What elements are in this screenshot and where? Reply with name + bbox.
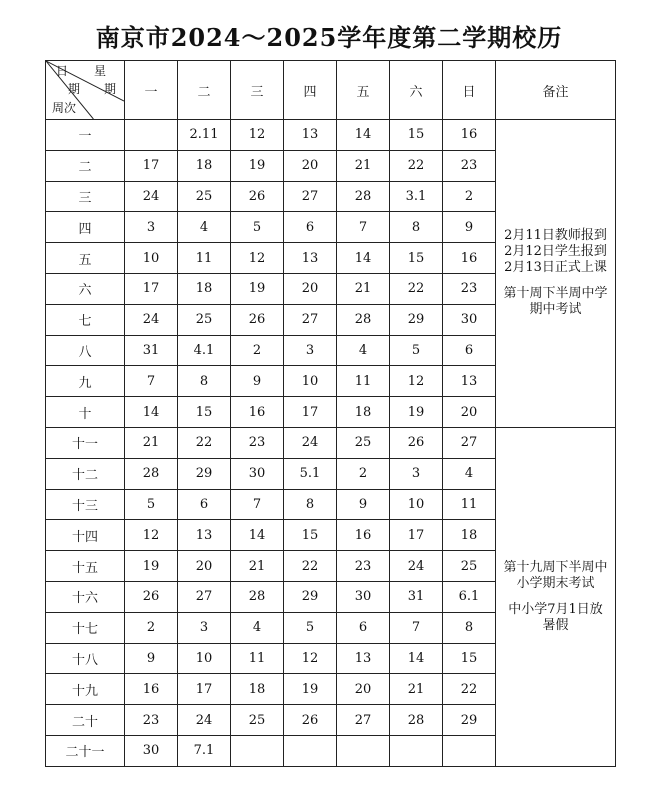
date-cell: 17 <box>125 273 178 304</box>
corner-label-week: 周次 <box>52 101 77 115</box>
date-cell: 30 <box>337 581 390 612</box>
date-cell: 28 <box>390 705 443 736</box>
date-cell: 29 <box>284 581 337 612</box>
date-cell: 29 <box>178 458 231 489</box>
date-cell: 28 <box>337 181 390 212</box>
date-cell: 14 <box>231 520 284 551</box>
date-cell: 12 <box>390 366 443 397</box>
date-cell: 2 <box>125 612 178 643</box>
week-number-cell: 十五 <box>46 551 125 582</box>
date-cell: 24 <box>390 551 443 582</box>
date-cell: 27 <box>337 705 390 736</box>
date-cell: 9 <box>443 212 496 243</box>
date-cell: 7 <box>337 212 390 243</box>
notes-header: 备注 <box>496 61 616 120</box>
date-cell: 21 <box>337 273 390 304</box>
date-cell <box>284 735 337 766</box>
date-cell: 3.1 <box>390 181 443 212</box>
week-number-cell: 十三 <box>46 489 125 520</box>
date-cell: 28 <box>231 581 284 612</box>
date-cell: 5 <box>390 335 443 366</box>
date-cell: 4 <box>231 612 284 643</box>
date-cell: 24 <box>125 304 178 335</box>
date-cell: 13 <box>284 120 337 151</box>
date-cell <box>231 735 284 766</box>
note-line: 期中考试 <box>529 302 582 318</box>
date-cell: 23 <box>125 705 178 736</box>
date-cell: 7 <box>231 489 284 520</box>
date-cell: 14 <box>337 120 390 151</box>
note-spacer <box>496 592 615 602</box>
date-cell: 17 <box>284 397 337 428</box>
day-header-wed: 三 <box>231 61 284 120</box>
date-cell: 9 <box>231 366 284 397</box>
date-cell: 24 <box>284 427 337 458</box>
date-cell: 21 <box>337 150 390 181</box>
date-cell: 21 <box>390 674 443 705</box>
date-cell: 27 <box>443 427 496 458</box>
note-line: 第十周下半周中学 <box>503 286 608 302</box>
date-cell: 23 <box>443 273 496 304</box>
date-cell: 19 <box>231 150 284 181</box>
date-cell: 30 <box>231 458 284 489</box>
date-cell: 26 <box>231 181 284 212</box>
date-cell: 26 <box>125 581 178 612</box>
week-number-cell: 二十一 <box>46 735 125 766</box>
corner-label-star: 星 <box>94 64 107 78</box>
date-cell: 19 <box>231 273 284 304</box>
date-cell: 16 <box>231 397 284 428</box>
date-cell: 10 <box>178 643 231 674</box>
notes-cell-first-half <box>496 120 616 428</box>
date-cell: 31 <box>390 581 443 612</box>
date-cell: 23 <box>337 551 390 582</box>
date-cell: 9 <box>125 643 178 674</box>
week-number-cell: 一 <box>46 120 125 151</box>
date-cell: 5 <box>284 612 337 643</box>
date-cell: 13 <box>284 243 337 274</box>
date-cell: 12 <box>231 120 284 151</box>
date-cell: 5 <box>231 212 284 243</box>
date-cell: 16 <box>125 674 178 705</box>
date-cell <box>125 120 178 151</box>
date-cell <box>337 735 390 766</box>
date-cell: 4 <box>443 458 496 489</box>
date-cell: 3 <box>125 212 178 243</box>
date-cell <box>443 735 496 766</box>
date-cell: 6 <box>284 212 337 243</box>
note-line: 小学期末考试 <box>516 575 595 591</box>
date-cell: 18 <box>231 674 284 705</box>
week-number-cell: 六 <box>46 273 125 304</box>
date-cell: 17 <box>390 520 443 551</box>
date-cell: 19 <box>284 674 337 705</box>
date-cell: 18 <box>178 273 231 304</box>
week-number-cell: 十六 <box>46 581 125 612</box>
date-cell: 16 <box>443 243 496 274</box>
date-cell: 27 <box>178 581 231 612</box>
week-number-cell: 二十 <box>46 705 125 736</box>
date-cell: 9 <box>337 489 390 520</box>
date-cell: 8 <box>390 212 443 243</box>
day-header-tue: 二 <box>178 61 231 120</box>
week-number-cell: 十七 <box>46 612 125 643</box>
week-number-cell: 十二 <box>46 458 125 489</box>
date-cell: 11 <box>231 643 284 674</box>
corner-label-day: 日 <box>56 64 69 78</box>
date-cell: 7 <box>125 366 178 397</box>
date-cell: 29 <box>443 705 496 736</box>
date-cell: 13 <box>443 366 496 397</box>
date-cell: 2 <box>231 335 284 366</box>
date-cell: 6 <box>337 612 390 643</box>
week-number-cell: 四 <box>46 212 125 243</box>
week-number-cell: 十一 <box>46 427 125 458</box>
week-number-cell: 九 <box>46 366 125 397</box>
date-cell: 22 <box>443 674 496 705</box>
date-cell: 6 <box>443 335 496 366</box>
date-cell: 10 <box>390 489 443 520</box>
date-cell: 23 <box>443 150 496 181</box>
week-number-cell: 十四 <box>46 520 125 551</box>
date-cell: 25 <box>178 304 231 335</box>
date-cell <box>390 735 443 766</box>
week-number-cell: 二 <box>46 150 125 181</box>
date-cell: 13 <box>337 643 390 674</box>
date-cell: 11 <box>443 489 496 520</box>
date-cell: 12 <box>231 243 284 274</box>
date-cell: 6 <box>178 489 231 520</box>
date-cell: 20 <box>284 273 337 304</box>
date-cell: 14 <box>390 643 443 674</box>
school-calendar-table <box>45 60 616 767</box>
date-cell: 16 <box>443 120 496 151</box>
corner-header-cell <box>46 61 125 120</box>
note-line: 中小学7月1日放 <box>508 601 603 617</box>
day-header-sun: 日 <box>443 61 496 120</box>
day-header-sat: 六 <box>390 61 443 120</box>
date-cell: 23 <box>231 427 284 458</box>
date-cell: 19 <box>390 397 443 428</box>
date-cell: 21 <box>231 551 284 582</box>
date-cell: 15 <box>178 397 231 428</box>
date-cell: 3 <box>390 458 443 489</box>
date-cell: 15 <box>284 520 337 551</box>
date-cell: 20 <box>284 150 337 181</box>
date-cell: 18 <box>337 397 390 428</box>
notes-cell-second-half <box>496 427 616 766</box>
note-line: 第十九周下半周中 <box>503 559 608 575</box>
note-spacer <box>496 276 615 286</box>
date-cell: 27 <box>284 181 337 212</box>
date-cell: 11 <box>337 366 390 397</box>
date-cell: 8 <box>178 366 231 397</box>
date-cell: 5.1 <box>284 458 337 489</box>
note-line: 暑假 <box>542 617 569 633</box>
week-number-cell: 三 <box>46 181 125 212</box>
date-cell: 30 <box>443 304 496 335</box>
date-cell: 18 <box>178 150 231 181</box>
note-line: 2月13日正式上课 <box>504 260 607 276</box>
corner-label-qi-left: 期 <box>68 82 81 96</box>
week-number-cell: 八 <box>46 335 125 366</box>
date-cell: 17 <box>125 150 178 181</box>
date-cell: 28 <box>125 458 178 489</box>
corner-label-qi-right: 期 <box>104 82 117 96</box>
week-row <box>46 120 616 151</box>
date-cell: 18 <box>443 520 496 551</box>
date-cell: 11 <box>178 243 231 274</box>
week-number-cell: 十 <box>46 397 125 428</box>
date-cell: 19 <box>125 551 178 582</box>
date-cell: 12 <box>284 643 337 674</box>
note-line: 2月11日教师报到 <box>504 228 607 244</box>
week-number-cell: 十八 <box>46 643 125 674</box>
date-cell: 26 <box>284 705 337 736</box>
week-row <box>46 427 616 458</box>
date-cell: 22 <box>284 551 337 582</box>
date-cell: 25 <box>337 427 390 458</box>
date-cell: 26 <box>390 427 443 458</box>
date-cell: 25 <box>231 705 284 736</box>
date-cell: 26 <box>231 304 284 335</box>
date-cell: 16 <box>337 520 390 551</box>
date-cell: 3 <box>284 335 337 366</box>
date-cell: 20 <box>178 551 231 582</box>
date-cell: 28 <box>337 304 390 335</box>
date-cell: 15 <box>390 120 443 151</box>
date-cell: 4.1 <box>178 335 231 366</box>
date-cell: 29 <box>390 304 443 335</box>
page-title: 南京市2024～2025学年度第二学期校历 <box>95 23 563 52</box>
date-cell: 22 <box>178 427 231 458</box>
date-cell: 2.11 <box>178 120 231 151</box>
date-cell: 24 <box>125 181 178 212</box>
date-cell: 24 <box>178 705 231 736</box>
date-cell: 20 <box>337 674 390 705</box>
date-cell: 13 <box>178 520 231 551</box>
week-number-cell: 七 <box>46 304 125 335</box>
date-cell: 31 <box>125 335 178 366</box>
day-header-thu: 四 <box>284 61 337 120</box>
date-cell: 7 <box>390 612 443 643</box>
header-row <box>46 61 616 120</box>
date-cell: 10 <box>284 366 337 397</box>
date-cell: 15 <box>390 243 443 274</box>
week-number-cell: 五 <box>46 243 125 274</box>
date-cell: 17 <box>178 674 231 705</box>
date-cell: 4 <box>337 335 390 366</box>
date-cell: 12 <box>125 520 178 551</box>
date-cell: 15 <box>443 643 496 674</box>
date-cell: 4 <box>178 212 231 243</box>
date-cell: 8 <box>443 612 496 643</box>
date-cell: 8 <box>284 489 337 520</box>
date-cell: 22 <box>390 273 443 304</box>
date-cell: 14 <box>337 243 390 274</box>
date-cell: 3 <box>178 612 231 643</box>
date-cell: 6.1 <box>443 581 496 612</box>
date-cell: 14 <box>125 397 178 428</box>
week-number-cell: 十九 <box>46 674 125 705</box>
day-header-fri: 五 <box>337 61 390 120</box>
date-cell: 30 <box>125 735 178 766</box>
date-cell: 20 <box>443 397 496 428</box>
date-cell: 10 <box>125 243 178 274</box>
date-cell: 27 <box>284 304 337 335</box>
note-line: 2月12日学生报到 <box>504 244 607 260</box>
date-cell: 21 <box>125 427 178 458</box>
date-cell: 22 <box>390 150 443 181</box>
date-cell: 2 <box>443 181 496 212</box>
day-header-mon: 一 <box>125 61 178 120</box>
date-cell: 25 <box>443 551 496 582</box>
date-cell: 7.1 <box>178 735 231 766</box>
date-cell: 2 <box>337 458 390 489</box>
date-cell: 5 <box>125 489 178 520</box>
date-cell: 25 <box>178 181 231 212</box>
